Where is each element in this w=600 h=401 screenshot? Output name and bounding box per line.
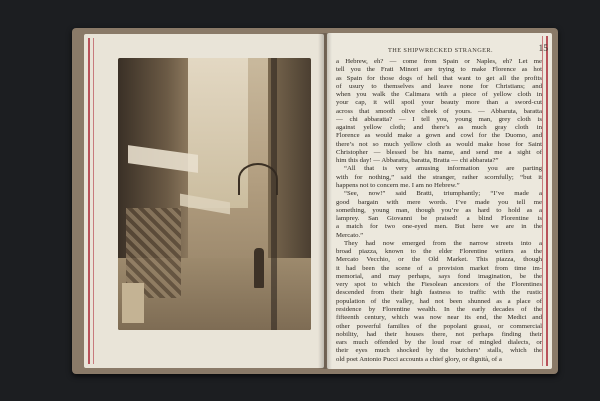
- text-line: old poet Antonio Pucci accounts a chief glory, or dignità, of a: [336, 355, 502, 363]
- text-line: Florence as would make a gown and cowl for the Duomo, and: [336, 132, 542, 140]
- text-line: very spot to which the Fiesolean ancestors of the Florentines: [336, 281, 542, 289]
- text-line: residence by Florentine wealth. In the early decades of the: [336, 305, 542, 313]
- text-line: your cap, it will spoil your beauty more than a sword-cut: [336, 99, 542, 107]
- text-line: They had now emerged from the narrow streets into a: [344, 239, 542, 247]
- photo-pole: [271, 58, 277, 330]
- right-page-red-rule: [546, 36, 548, 366]
- text-line: “See, now!” said Bratti, triumphantly; “I’ve made a: [344, 190, 542, 198]
- text-line: good bargain with mere words. I’ve made you tell me: [336, 198, 542, 206]
- text-line: of usury to themselves and leave none for Christians; and: [336, 82, 542, 90]
- text-line: a match for two one-eyed men. But here we are in the: [336, 223, 542, 231]
- text-line: it had been the scene of a provision market from time im-: [336, 264, 542, 272]
- text-line: something, young man, though you’re as hard to hold as a: [336, 206, 542, 214]
- text-line: when you walk the Calimara with a piece of yellow cloth in: [336, 91, 542, 99]
- left-page-red-rule: [88, 38, 90, 364]
- body-text: [336, 58, 542, 364]
- text-line: ears much offended by the loud roar of mingled dialects, or: [336, 339, 542, 347]
- text-line: him this day! — Abbaratta, baratta, Bratta — chi abbarata?”: [336, 157, 499, 165]
- text-line: broad piazza, known to the elder Florentine writers as the: [336, 248, 542, 256]
- text-line: other powerful families of the popolani grassi, or commercial: [336, 322, 542, 330]
- text-line: with for nothing,” said the stranger, rather scornfully; “but it: [336, 173, 542, 181]
- text-line: Mercato.”: [336, 231, 364, 239]
- text-line: against yellow cloth; and there’s as much gray cloth in: [336, 124, 542, 132]
- text-line: — chi abbaratta? — I tell you, young man, grey cloth is: [336, 115, 542, 123]
- photo-crate: [122, 283, 144, 323]
- text-line: fifteenth century, which was now near its end, the Medici and: [336, 314, 542, 322]
- market-street-photograph: [118, 58, 311, 330]
- right-page-red-rule-inner: [542, 36, 543, 366]
- text-line: descended from their high fastness to traffic with the rustic: [336, 289, 542, 297]
- book-gutter: [318, 33, 332, 369]
- text-line: across that smooth olive cheek of yours. — Abbaruta, baratta: [336, 107, 542, 115]
- page-number: 15: [538, 44, 548, 54]
- photo-figure: [254, 248, 264, 288]
- text-line: memorial, and may perhaps, says fond imagination, be the: [336, 272, 542, 280]
- text-line: Christopher — blessed be his name, and send me a sight of: [336, 148, 542, 156]
- text-line: population of the valley, had not been shunned as a place of: [336, 297, 542, 305]
- text-line: Mercato Vecchio, or the Old Market. This piazza, though: [336, 256, 542, 264]
- running-head: THE SHIPWRECKED STRANGER.: [388, 47, 493, 54]
- left-page-red-rule-inner: [93, 38, 94, 364]
- text-line: happens not to concern me. I am no Hebrew.”: [336, 181, 460, 189]
- text-line: tell you the Frati Minori are trying to make Florence as hot: [336, 66, 542, 74]
- page-header: [340, 44, 548, 56]
- text-line: there’s not so much yellow cloth as would make hose for Saint: [336, 140, 542, 148]
- text-line: a Hebrew, eh? — come from Spain or Naples, eh? Let me: [336, 58, 542, 65]
- text-line: nobility, had their houses there, not perhaps finding their: [336, 330, 542, 338]
- text-line: their eyes much shocked by the butchers’ stalls, which the: [336, 347, 542, 355]
- text-line: as Spain for those dogs of hell that want to get all the profits: [336, 74, 542, 82]
- text-line: lamprey. San Giovanni be praised! a blind Florentine is: [336, 215, 542, 223]
- text-line: “All that is very amusing information you are parting: [344, 165, 542, 173]
